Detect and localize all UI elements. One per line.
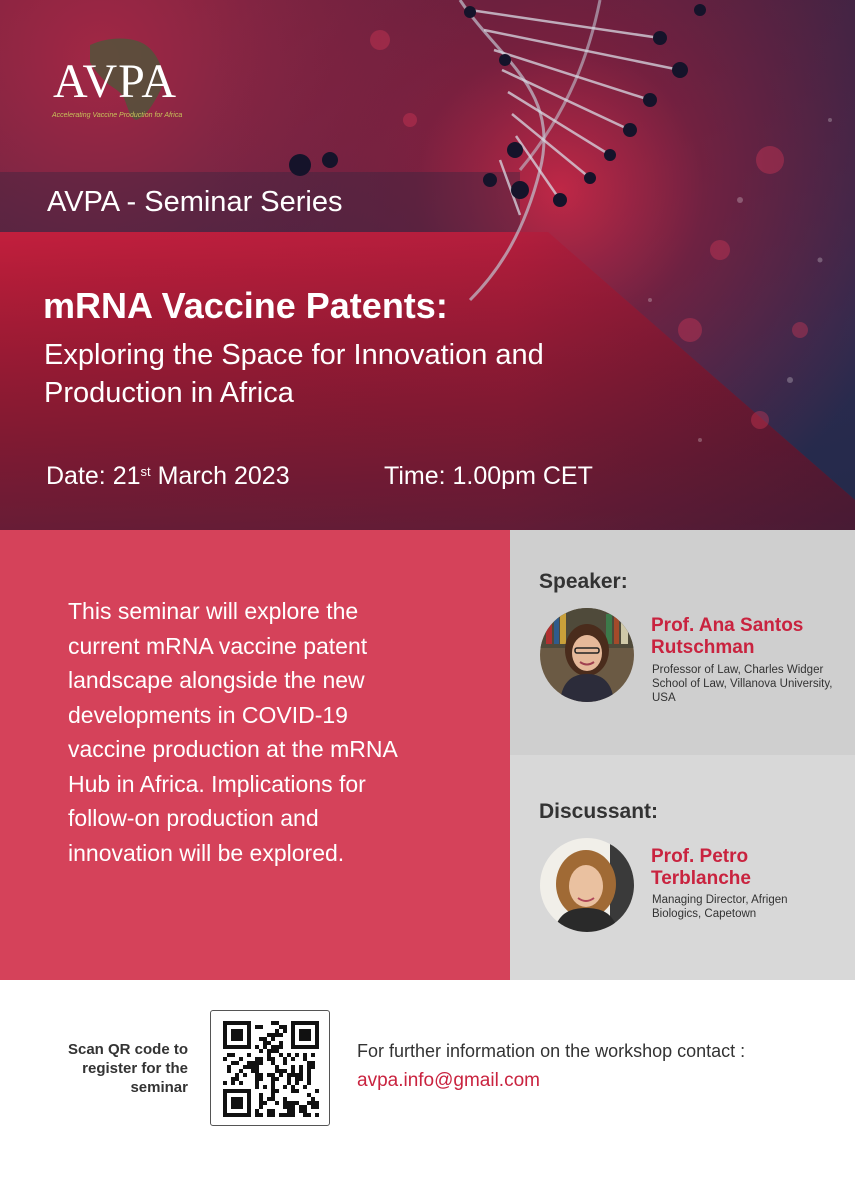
speaker-label: Speaker: <box>539 570 628 593</box>
page-title: mRNA Vaccine Patents: <box>43 285 448 326</box>
seminar-series-label: AVPA - Seminar Series <box>47 186 343 218</box>
speaker-affiliation: Professor of Law, Charles Widger School of Law, Villanova University, USA <box>652 664 833 704</box>
date-ordinal-suffix: st <box>140 464 151 479</box>
discussant-name: Prof. Petro Terblanche <box>651 846 751 889</box>
discussant-affiliation: Managing Director, Afrigen Biologics, Capetown <box>652 894 788 920</box>
footer <box>0 980 855 1200</box>
seminar-description: This seminar will explore the current mRNA vaccine patent landscape alongside the new developments in COVID-19 vaccine production at the mRNA Hub in Africa. Implications for follow-on production and innovation will be explored. <box>68 598 397 866</box>
contact-info-text: For further information on the workshop contact : <box>357 1041 746 1061</box>
discussant-panel <box>510 755 855 980</box>
qr-instruction: Scan QR code to register for the seminar <box>67 1041 188 1096</box>
speaker-avatar <box>540 608 634 702</box>
hero-banner <box>0 0 855 530</box>
contact-email-link[interactable]: avpa.info@gmail.com <box>357 1070 540 1091</box>
event-time: Time: 1.00pm CET <box>384 462 593 490</box>
logo-tagline: Accelerating Vaccine Production for Africa <box>52 112 183 119</box>
logo-text: AVPA <box>53 55 178 108</box>
speaker-name: Prof. Ana Santos Rutschman <box>651 615 804 658</box>
discussant-label: Discussant: <box>539 800 659 823</box>
date-rest: March 2023 <box>150 462 290 490</box>
page-subtitle: Exploring the Space for Innovation and Production in Africa <box>44 339 544 409</box>
date-prefix: Date: 21 <box>46 462 141 490</box>
speaker-panel <box>510 530 855 755</box>
event-date <box>46 462 290 491</box>
description-panel <box>0 530 510 980</box>
discussant-avatar <box>540 838 634 932</box>
registration-qr-code[interactable] <box>210 1010 330 1126</box>
